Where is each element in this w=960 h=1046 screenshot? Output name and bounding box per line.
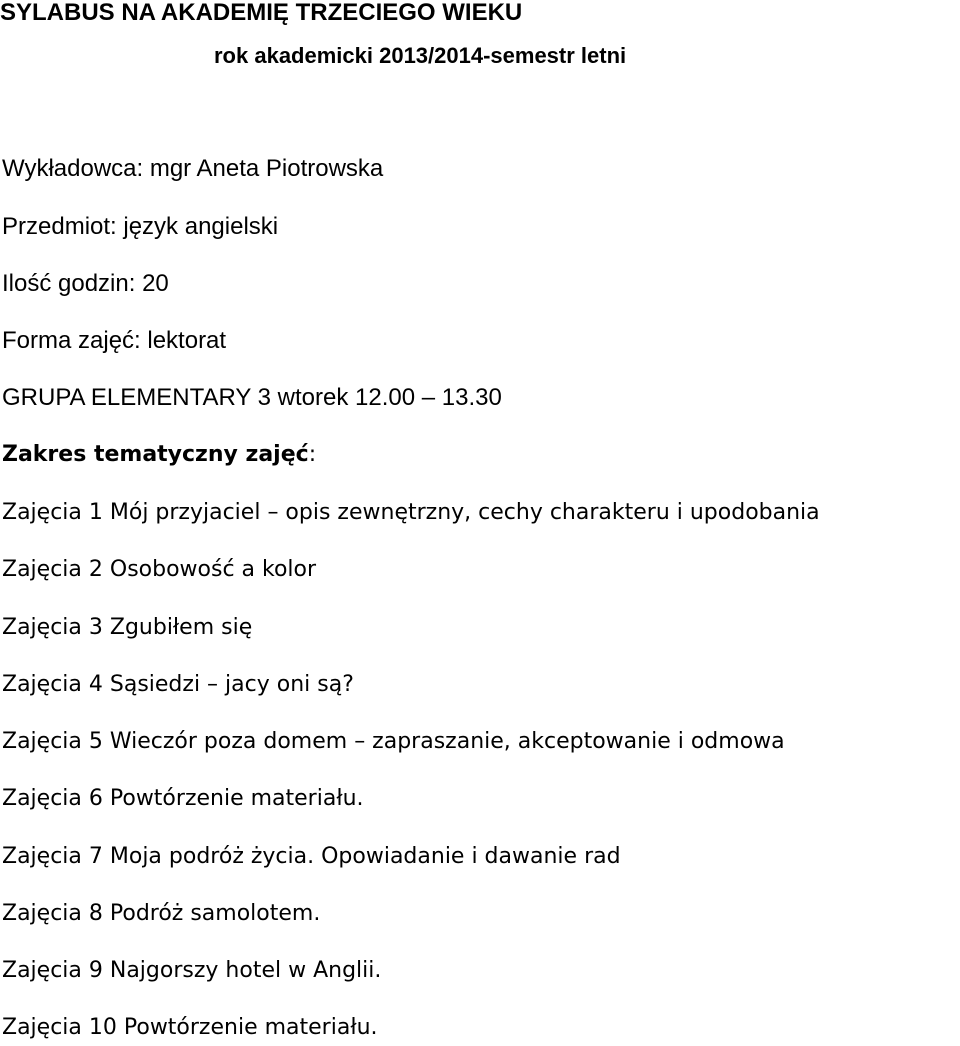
lesson-9: Zajęcia 9 Najgorszy hotel w Anglii. [2, 958, 382, 983]
section-heading-colon: : [308, 442, 317, 467]
lesson-2: Zajęcia 2 Osobowość a kolor [2, 557, 317, 582]
group-schedule-line: GRUPA ELEMENTARY 3 wtorek 12.00 – 13.30 [2, 384, 502, 411]
lesson-3: Zajęcia 3 Zgubiłem się [2, 615, 253, 640]
hours-line: Ilość godzin: 20 [2, 270, 169, 297]
class-form-line: Forma zajęć: lektorat [2, 327, 227, 354]
academic-year-subtitle: rok akademicki 2013/2014-semestr letni [214, 43, 627, 68]
lesson-4: Zajęcia 4 Sąsiedzi – jacy oni są? [2, 672, 354, 697]
section-heading-text: Zakres tematyczny zajęć [2, 442, 309, 467]
subject-line: Przedmiot: język angielski [2, 213, 279, 240]
lesson-7: Zajęcia 7 Moja podróż życia. Opowiadanie i dawanie rad [2, 844, 621, 869]
lesson-10: Zajęcia 10 Powtórzenie materiału. [2, 1015, 378, 1040]
lesson-1: Zajęcia 1 Mój przyjaciel – opis zewnętrzny, cechy charakteru i upodobania [2, 500, 820, 525]
lesson-5: Zajęcia 5 Wieczór poza domem – zapraszanie, akceptowanie i odmowa [2, 729, 785, 754]
lecturer-line: Wykładowca: mgr Aneta Piotrowska [2, 155, 384, 182]
lesson-6: Zajęcia 6 Powtórzenie materiału. [2, 786, 364, 811]
section-heading [2, 444, 316, 466]
lesson-8: Zajęcia 8 Podróż samolotem. [2, 901, 321, 926]
document-title: SYLABUS NA AKADEMIĘ TRZECIEGO WIEKU [0, 0, 523, 26]
